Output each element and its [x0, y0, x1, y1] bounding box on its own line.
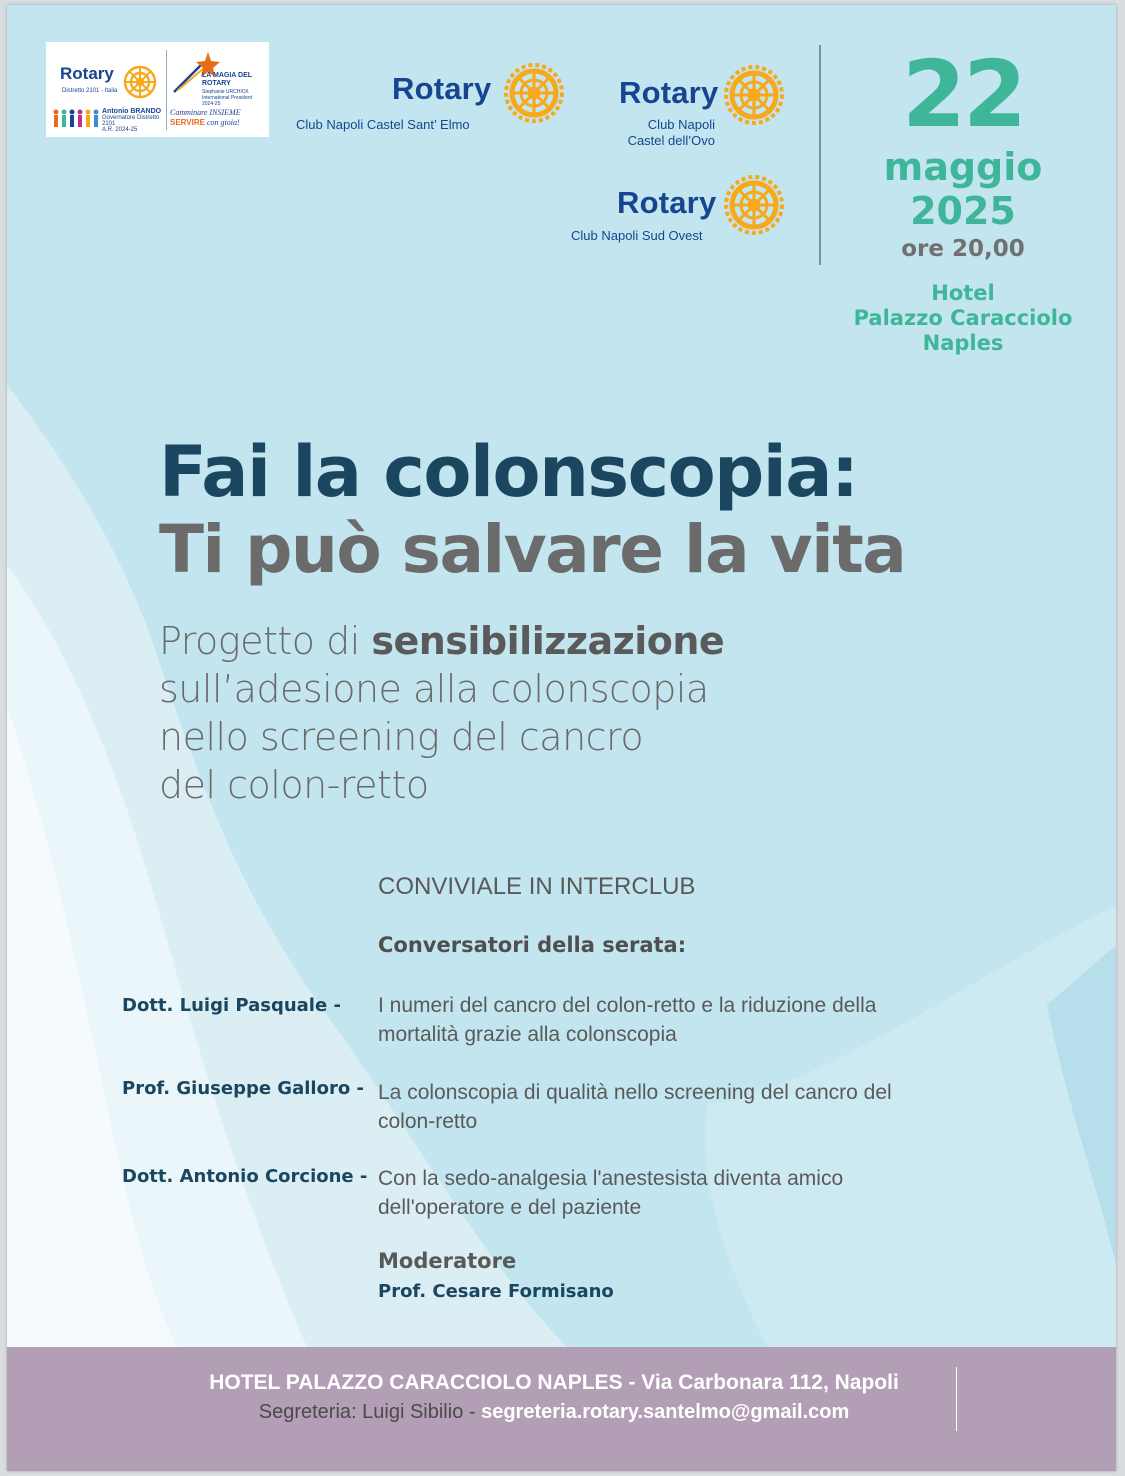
event-month-year	[847, 145, 1079, 233]
district-label: Distretto 2101 - Italia	[62, 88, 118, 94]
secretary-email-link[interactable]: segreteria.rotary.santelmo@gmail.com	[481, 1401, 850, 1423]
venue-address: HOTEL PALAZZO CARACCIOLO NAPLES - Via Carbonara 112, Napoli	[209, 1371, 899, 1394]
moderator-label: Moderatore	[378, 1249, 517, 1273]
magia-title: LA MAGIA DEL ROTARY	[202, 72, 252, 87]
subtitle-prefix: Progetto di	[159, 619, 372, 663]
header-divider	[819, 45, 821, 265]
club1-rotary-word: Rotary	[392, 71, 492, 106]
event-type: CONVIVIALE IN INTERCLUB	[378, 873, 696, 900]
club2-name-line1: Club Napoli	[647, 117, 715, 132]
subtitle-line2: sull’adesione alla colonscopia	[159, 667, 709, 711]
moderator-name: Prof. Cesare Formisano	[378, 1281, 614, 1302]
speaker-name: Prof. Giuseppe Galloro -	[122, 1078, 364, 1099]
talk-topic-line1: La colonscopia di qualità nello screening del cancro del	[378, 1081, 892, 1104]
poster-title: Fai la colonscopia:	[159, 431, 858, 513]
event-day: 22	[901, 41, 1025, 148]
club1-name: Club Napoli Castel Sant’ Elmo	[296, 117, 470, 132]
event-month: maggio	[883, 145, 1043, 189]
rotary-wheel-icon	[722, 63, 786, 127]
club3-rotary-word: Rotary	[617, 185, 717, 220]
speakers-heading: Conversatori della serata:	[378, 933, 687, 957]
governor-role: Governatore Distretto 2101	[102, 115, 160, 127]
governor-info	[102, 109, 166, 133]
club-sud-ovest-logo	[617, 185, 716, 221]
people-row-icon	[52, 108, 100, 130]
talk-topic	[378, 1164, 1038, 1222]
rotary-wheel-icon	[502, 61, 566, 125]
talk-topic-line2: colon-retto	[378, 1110, 478, 1133]
governor-year: A.R. 2024-25	[102, 127, 138, 133]
motto-servire: SERVIRE	[170, 118, 205, 127]
talk-topic-line2: mortalità grazie alla colonscopia	[378, 1023, 677, 1046]
subtitle-line3: nello screening del cancro	[159, 715, 644, 759]
district-rotary-word: Rotary	[60, 64, 114, 83]
talk-topic	[378, 991, 1038, 1049]
venue-line3: Naples	[922, 331, 1004, 355]
subtitle-line4: del colon-retto	[159, 763, 429, 807]
event-venue	[827, 281, 1099, 356]
club2-name	[575, 117, 715, 149]
event-time: ore 20,00	[901, 236, 1025, 262]
district-motto	[170, 108, 265, 128]
talk-topic-line1: Con la sedo-analgesia l'anestesista diventa amico	[378, 1167, 844, 1190]
project-description	[159, 617, 859, 809]
club-castel-dellovo-logo	[619, 75, 718, 111]
secretary-contact	[7, 1401, 1101, 1424]
motto-con-gioia: con gioia!	[206, 118, 240, 127]
subtitle-bold: sensibilizzazione	[371, 619, 725, 663]
governor-name: Antonio BRANDO	[102, 108, 162, 115]
talk-topic-line2: dell'operatore e del paziente	[378, 1196, 642, 1219]
district-logo-box	[46, 42, 269, 137]
poster-title-secondary: Ti può salvare la vita	[159, 511, 906, 588]
club3-name: Club Napoli Sud Ovest	[571, 228, 703, 243]
rotary-wheel-icon	[722, 173, 786, 237]
speaker-name: Dott. Luigi Pasquale -	[122, 995, 341, 1016]
rotary-wheel-icon	[122, 64, 158, 100]
speaker-name: Dott. Antonio Corcione -	[122, 1166, 368, 1187]
footer-bar	[7, 1347, 1116, 1471]
talk-topic	[378, 1078, 1038, 1136]
club2-rotary-word: Rotary	[619, 75, 719, 110]
talk-topic-line1: I numeri del cancro del colon-retto e la riduzione della	[378, 994, 877, 1017]
venue-line1: Hotel	[931, 281, 995, 305]
motto-line1: Camminare INSIEME	[170, 108, 241, 117]
venue-line2: Palazzo Caracciolo	[853, 306, 1073, 330]
magia-subtitle: Stephanie URCHICK International President 2024-25	[202, 89, 253, 107]
poster	[7, 5, 1116, 1471]
club-castel-santelmo-logo	[392, 71, 491, 107]
secretary-label: Segreteria: Luigi Sibilio -	[258, 1401, 482, 1423]
logo-divider	[166, 50, 167, 130]
footer-divider	[956, 1367, 957, 1431]
event-year: 2025	[910, 189, 1016, 233]
club2-name-line2: Castel dell’Ovo	[627, 133, 715, 148]
